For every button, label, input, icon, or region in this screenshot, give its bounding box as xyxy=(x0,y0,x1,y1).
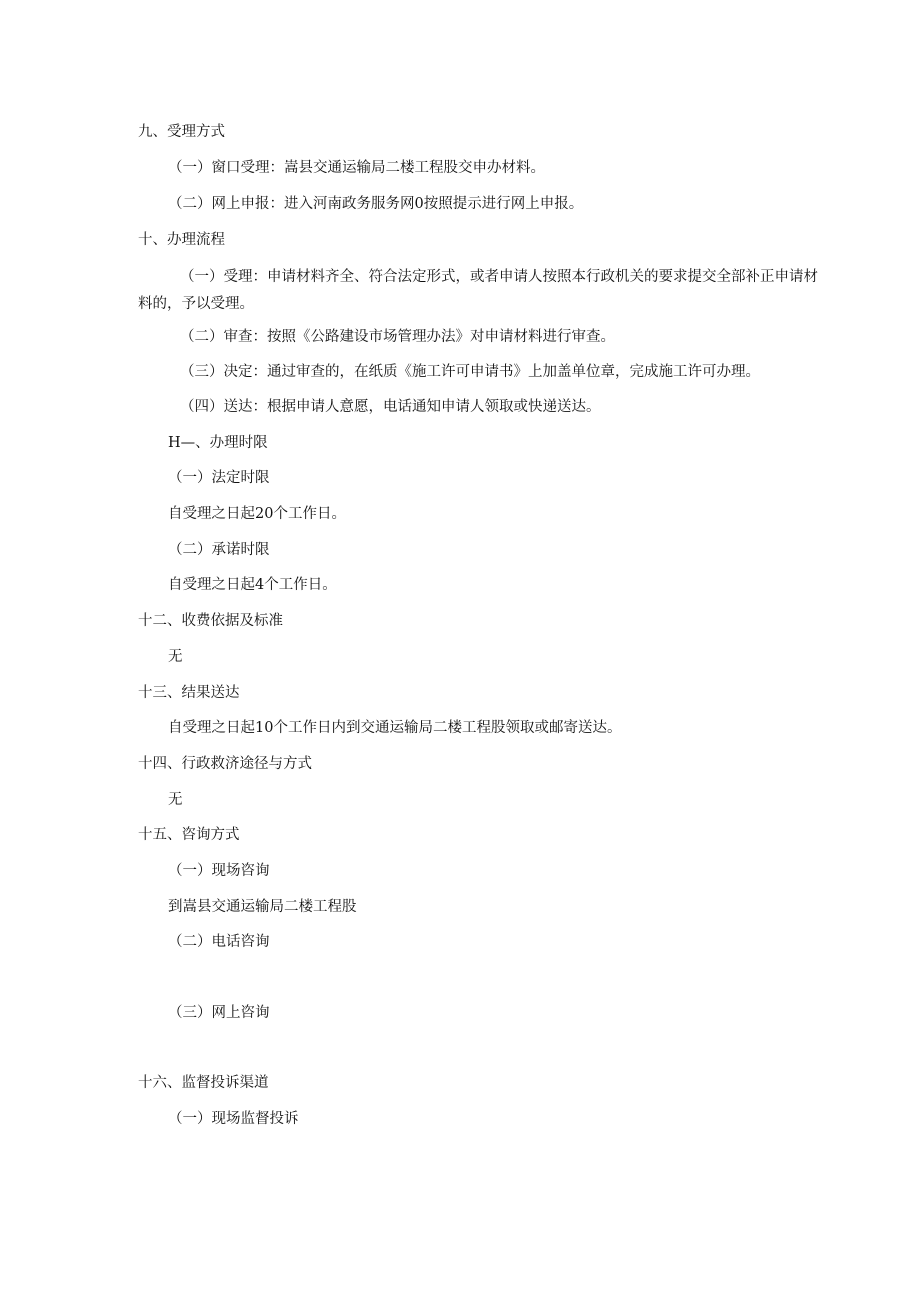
section-11-promise-title: （二）承诺时限 xyxy=(168,542,270,558)
section-14-title: 十四、行政救济途径与方式 xyxy=(138,756,312,772)
section-16-onsite-title: （一）现场监督投诉 xyxy=(168,1111,299,1127)
section-15-phone-title: （二）电话咨询 xyxy=(168,934,270,950)
section-13-text: 自受理之日起10个工作日内到交通运输局二楼工程股领取或邮寄送达。 xyxy=(168,720,622,736)
section-10-item-3: （三）决定：通过审查的，在纸质《施工许可申请书》上加盖单位章，完成施工许可办理。 xyxy=(180,364,760,380)
section-10-title: 十、办理流程 xyxy=(138,232,225,248)
section-11-legal-text: 自受理之日起20个工作日。 xyxy=(168,506,346,522)
section-12-title: 十二、收费依据及标准 xyxy=(138,613,283,629)
section-10-item-1: （一）受理：申请材料齐全、符合法定形式，或者申请人按照本行政机关的要求提交全部补正申请材料的，予以受理。 xyxy=(138,269,818,312)
section-15-title: 十五、咨询方式 xyxy=(138,827,240,843)
section-9-item-1: （一）窗口受理：嵩县交通运输局二楼工程股交申办材料。 xyxy=(168,160,545,176)
section-15-onsite-title: （一）现场咨询 xyxy=(168,863,270,879)
section-15-online-title: （三）网上咨询 xyxy=(168,1005,270,1021)
section-9-title: 九、受理方式 xyxy=(138,124,225,140)
section-12-text: 无 xyxy=(168,649,183,665)
section-10-item-2: （二）审查：按照《公路建设市场管理办法》对申请材料进行审查。 xyxy=(180,329,615,345)
section-11-legal-title: （一）法定时限 xyxy=(168,470,270,486)
section-15-onsite-text: 到嵩县交通运输局二楼工程股 xyxy=(168,899,357,915)
section-11-title: H—、办理时限 xyxy=(168,435,268,451)
section-11-promise-text: 自受理之日起4个工作日。 xyxy=(168,577,337,593)
section-10-item-4: （四）送达：根据申请人意愿，电话通知申请人领取或快递送达。 xyxy=(180,399,601,415)
section-16-title: 十六、监督投诉渠道 xyxy=(138,1075,269,1091)
section-13-title: 十三、结果送达 xyxy=(138,685,240,701)
section-9-item-2: （二）网上申报：进入河南政务服务网0按照提示进行网上申报。 xyxy=(168,196,584,212)
section-14-text: 无 xyxy=(168,792,183,808)
